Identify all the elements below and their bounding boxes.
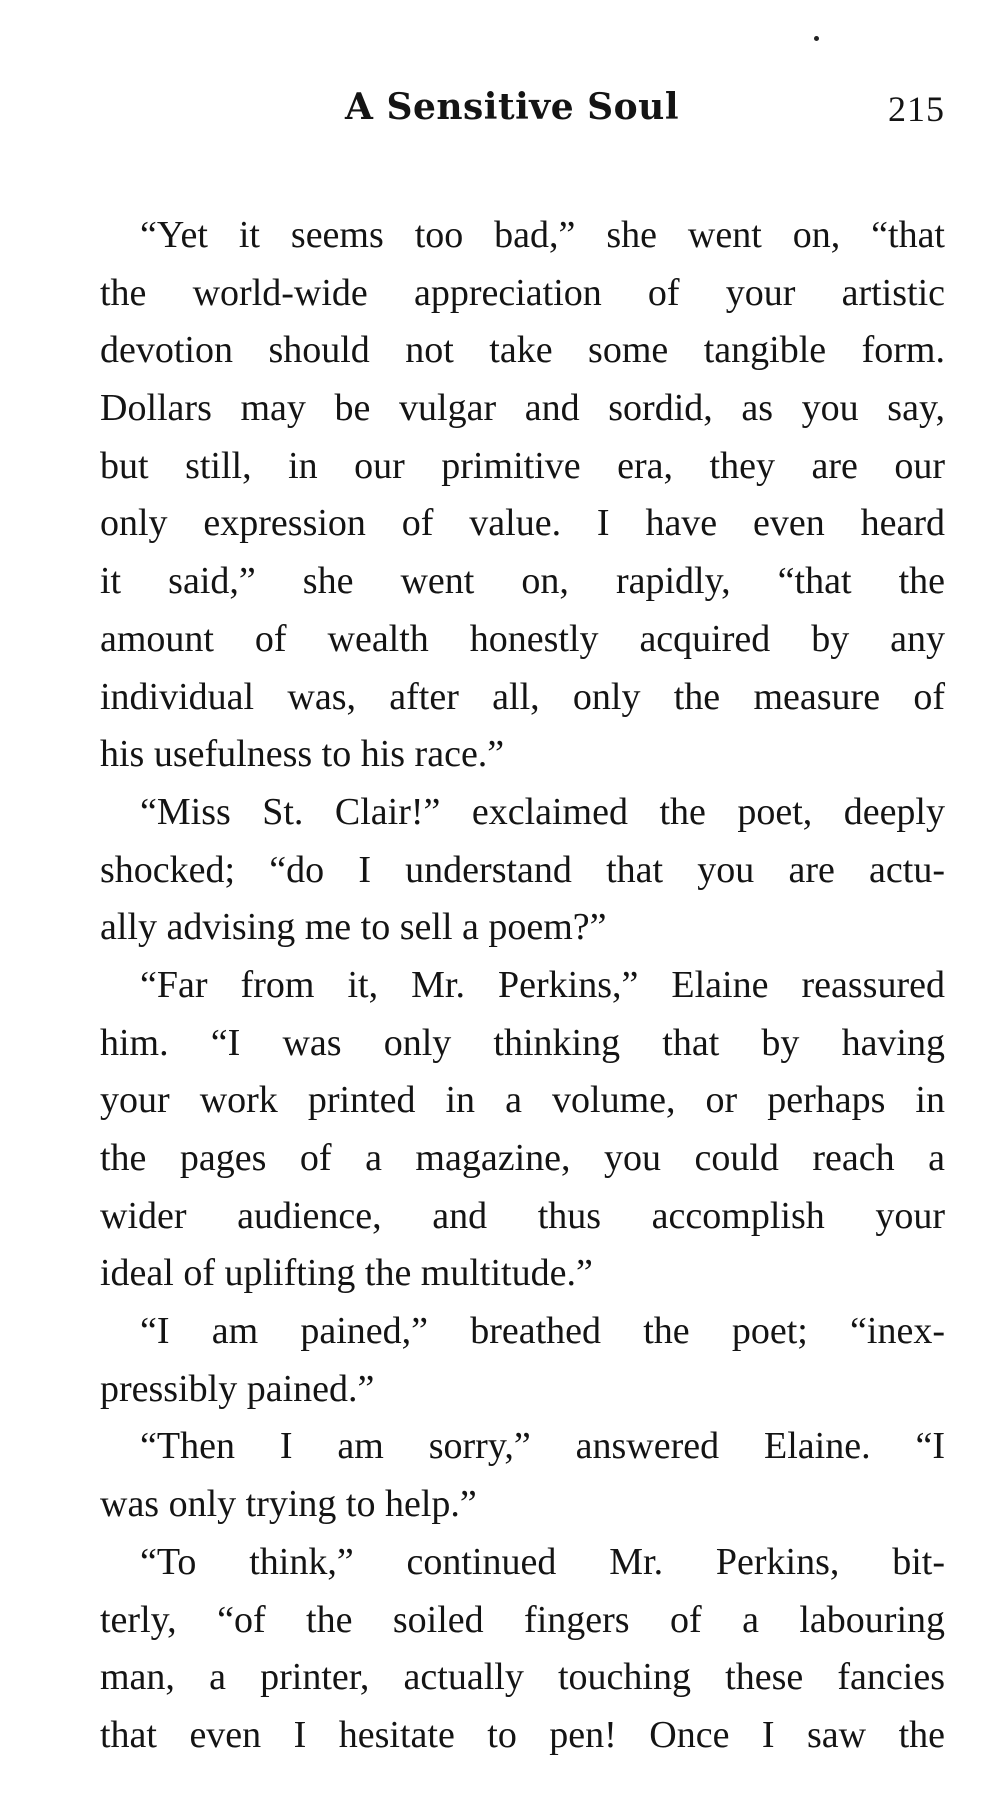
text-line: “I am pained,” breathed the poet; “inex- (140, 1310, 945, 1353)
text-line: your work printed in a volume, or perhaps in (100, 1079, 945, 1122)
text-line: amount of wealth honestly acquired by any (100, 617, 945, 660)
body-text (100, 207, 945, 1765)
text-line: pressibly pained.” (100, 1367, 375, 1410)
text-line: was only trying to help.” (100, 1483, 477, 1526)
text-line: terly, “of the soiled fingers of a labouring (100, 1598, 945, 1641)
text-line: only expression of value. I have even heard (100, 502, 945, 545)
text-line: “Then I am sorry,” answered Elaine. “I (140, 1425, 945, 1468)
text-line: ally advising me to sell a poem?” (100, 906, 607, 949)
text-line: individual was, after all, only the measure of (100, 675, 945, 718)
text-line: devotion should not take some tangible form. (100, 329, 945, 372)
text-line: ideal of uplifting the multitude.” (100, 1252, 593, 1295)
text-line: Dollars may be vulgar and sordid, as you say, (100, 387, 945, 430)
text-line: him. “I was only thinking that by having (100, 1021, 945, 1064)
page-number: 215 (888, 89, 945, 129)
running-title: A Sensitive Soul (345, 86, 680, 128)
text-line: “Miss St. Clair!” exclaimed the poet, deeply (140, 790, 945, 833)
text-line: the world-wide appreciation of your artistic (100, 271, 945, 314)
text-line: “To think,” continued Mr. Perkins, bit- (140, 1540, 945, 1583)
text-line: shocked; “do I understand that you are actu- (100, 848, 945, 891)
text-line: it said,” she went on, rapidly, “that the (100, 560, 945, 603)
text-line: the pages of a magazine, you could reach a (100, 1137, 945, 1179)
text-line: that even I hesitate to pen! Once I saw the (100, 1713, 945, 1756)
text-line: man, a printer, actually touching these fancies (100, 1656, 945, 1699)
running-head (100, 86, 945, 136)
text-line: “Yet it seems too bad,” she went on, “that (140, 214, 945, 256)
text-line: his usefulness to his race.” (100, 733, 505, 776)
text-line: wider audience, and thus accomplish your (100, 1194, 945, 1237)
text-line: but still, in our primitive era, they are our (100, 444, 945, 487)
print-speck (814, 36, 819, 41)
text-line: “Far from it, Mr. Perkins,” Elaine reassured (140, 963, 945, 1006)
